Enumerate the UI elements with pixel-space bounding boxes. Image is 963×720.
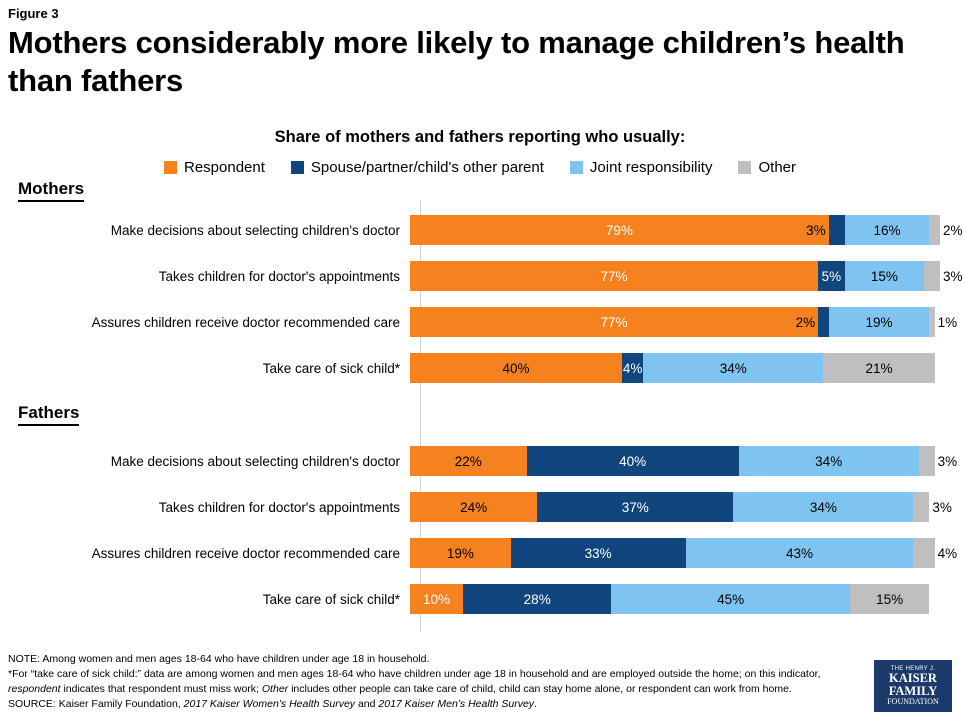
category-label: Takes children for doctor's appointments (158, 499, 400, 515)
chart-plot-area (0, 200, 963, 640)
bar-segment-joint (845, 215, 930, 245)
source-period: . (534, 697, 537, 710)
bar-segment-other (929, 307, 958, 337)
bar-segment-joint (643, 353, 823, 383)
bar-segment-spouse (818, 261, 845, 291)
legend-swatch-icon (291, 161, 304, 174)
bar-segment-other (929, 215, 963, 245)
bar-segment-respondent (410, 307, 818, 337)
source-mens-survey: 2017 Kaiser Men’s Health Survey (378, 697, 535, 710)
bar-value-label: 4% (622, 360, 643, 376)
bar-value-label: 34% (815, 453, 843, 469)
bar-value-label: 10% (422, 591, 451, 607)
figure-label: Figure 3 (8, 6, 59, 21)
bar-segment-joint (611, 584, 850, 614)
group-header-fathers: Fathers (18, 403, 79, 426)
bar-value-label: 28% (523, 591, 551, 607)
legend-label: Spouse/partner/child's other parent (310, 159, 544, 176)
bar-segment-other (919, 446, 958, 476)
footnotes (8, 652, 868, 712)
bar-row (0, 261, 963, 291)
source-and: and (355, 697, 379, 710)
bar-row (0, 215, 963, 245)
bar-segment-spouse (511, 538, 686, 568)
source-prefix: SOURCE: Kaiser Family Foundation, (8, 697, 184, 710)
legend-swatch-icon (570, 161, 583, 174)
legend-label: Respondent (184, 159, 265, 176)
legend-item-joint (570, 159, 713, 176)
footnote-respondent-italic: respondent (8, 682, 61, 695)
bar-segment-joint (733, 492, 913, 522)
bar-value-label: 5% (821, 268, 842, 284)
bar-segment-other (913, 492, 952, 522)
bar-value-label: 4% (937, 545, 958, 561)
legend-label: Other (758, 159, 796, 176)
bar-value-label: 15% (876, 591, 904, 607)
chart-legend (0, 159, 960, 176)
logo-line-3: FAMILY (888, 683, 938, 698)
bar-segment-spouse (463, 584, 611, 614)
bar-segment-respondent (410, 353, 622, 383)
legend-item-respondent (164, 159, 265, 176)
bar-value-label: 2% (795, 314, 816, 330)
category-label: Make decisions about selecting children's doctor (110, 222, 400, 238)
footnote-asterisk-part2: indicates that respondent must miss work; (60, 682, 262, 695)
page-title: Mothers considerably more likely to manage children’s health than fathers (8, 25, 905, 98)
bar-value-label: 22% (454, 453, 482, 469)
bar-value-label: 16% (873, 222, 901, 238)
bar-value-label: 15% (870, 268, 898, 284)
bar-segment-respondent (410, 492, 537, 522)
category-label: Assures children receive doctor recommended care (91, 314, 400, 330)
bar-value-label: 1% (937, 314, 958, 330)
category-label: Take care of sick child* (262, 591, 400, 607)
bar-value-label: 19% (446, 545, 474, 561)
bar-value-label: 40% (619, 453, 647, 469)
bar-segment-spouse (795, 307, 829, 337)
bar-value-label: 33% (584, 545, 612, 561)
bar-row (0, 492, 952, 522)
legend-item-other (738, 159, 796, 176)
logo-line-2: KAISER (889, 671, 937, 686)
footnote-other-italic: Other (261, 682, 289, 695)
footnote-source (8, 697, 868, 712)
bar-value-label: 3% (942, 268, 963, 284)
stacked-bar (410, 215, 963, 245)
legend-swatch-icon (738, 161, 751, 174)
source-womens-survey: 2017 Kaiser Women’s Health Survey (183, 697, 356, 710)
bar-segment-joint (845, 261, 925, 291)
legend-label: Joint responsibility (589, 159, 713, 176)
stacked-bar (410, 307, 958, 337)
bar-value-label: 3% (937, 453, 958, 469)
bar-segment-other (924, 261, 963, 291)
logo-line-1: THE HENRY J. (890, 666, 936, 673)
category-label: Takes children for doctor's appointments (158, 268, 400, 284)
footnote-asterisk-cont (8, 682, 868, 697)
bar-value-label: 34% (719, 360, 747, 376)
bar-segment-joint (739, 446, 919, 476)
stacked-bar (410, 492, 952, 522)
category-label: Make decisions about selecting children's doctor (110, 453, 400, 469)
bar-segment-respondent (410, 215, 829, 245)
bar-row (0, 446, 958, 476)
stacked-bar (410, 446, 958, 476)
bar-segment-joint (829, 307, 930, 337)
bar-segment-joint (686, 538, 914, 568)
bar-value-label: 3% (932, 499, 952, 515)
bar-segment-respondent (410, 538, 511, 568)
footnote-asterisk-part3: includes other people can take care of child, child can stay home alone, or respondent can work from home. (288, 682, 792, 695)
footnote-asterisk (8, 667, 868, 682)
stacked-bar (410, 538, 958, 568)
bar-value-label: 45% (717, 591, 745, 607)
bar-value-label: 34% (809, 499, 837, 515)
bar-segment-other (850, 584, 930, 614)
kff-logo (874, 660, 952, 712)
bar-value-label: 21% (865, 360, 893, 376)
category-label: Take care of sick child* (262, 360, 400, 376)
chart-subtitle: Share of mothers and fathers reporting who usually: (274, 128, 686, 146)
bar-value-label: 19% (865, 314, 893, 330)
logo-line-4: FOUNDATION (887, 696, 939, 706)
bar-value-label: 2% (942, 222, 963, 238)
bar-segment-spouse (527, 446, 739, 476)
bar-segment-respondent (410, 446, 527, 476)
bar-segment-respondent (410, 584, 463, 614)
bar-segment-respondent (410, 261, 818, 291)
bar-value-label: 79% (605, 222, 633, 238)
bar-row (0, 353, 952, 383)
bar-value-label: 3% (806, 222, 826, 238)
bar-row (0, 584, 952, 614)
legend-item-spouse (291, 159, 544, 176)
bar-segment-other (823, 353, 934, 383)
bar-segment-spouse (806, 215, 845, 245)
bar-value-label: 24% (460, 499, 488, 515)
stacked-bar (410, 584, 940, 614)
bar-value-label: 77% (600, 314, 628, 330)
bar-value-label: 37% (621, 499, 649, 515)
bar-segment-other (913, 538, 958, 568)
stacked-bar (410, 353, 940, 383)
bar-segment-spouse (622, 353, 643, 383)
bar-value-label: 40% (502, 360, 530, 376)
bar-value-label: 77% (600, 268, 628, 284)
bar-segment-spouse (537, 492, 733, 522)
legend-swatch-icon (164, 161, 177, 174)
stacked-bar (410, 261, 963, 291)
category-label: Assures children receive doctor recommended care (91, 545, 400, 561)
group-header-mothers: Mothers (18, 179, 84, 202)
bar-value-label: 43% (786, 545, 814, 561)
bar-row (0, 538, 958, 568)
bar-row (0, 307, 958, 337)
footnote-asterisk-part1: *For “take care of sick child:” data are among women and men ages 18-64 who have children under age 18 in household and are employed outside the home; on this indicator, (8, 667, 821, 680)
footnote-note: NOTE: Among women and men ages 18-64 who have children under age 18 in household. (8, 653, 430, 665)
